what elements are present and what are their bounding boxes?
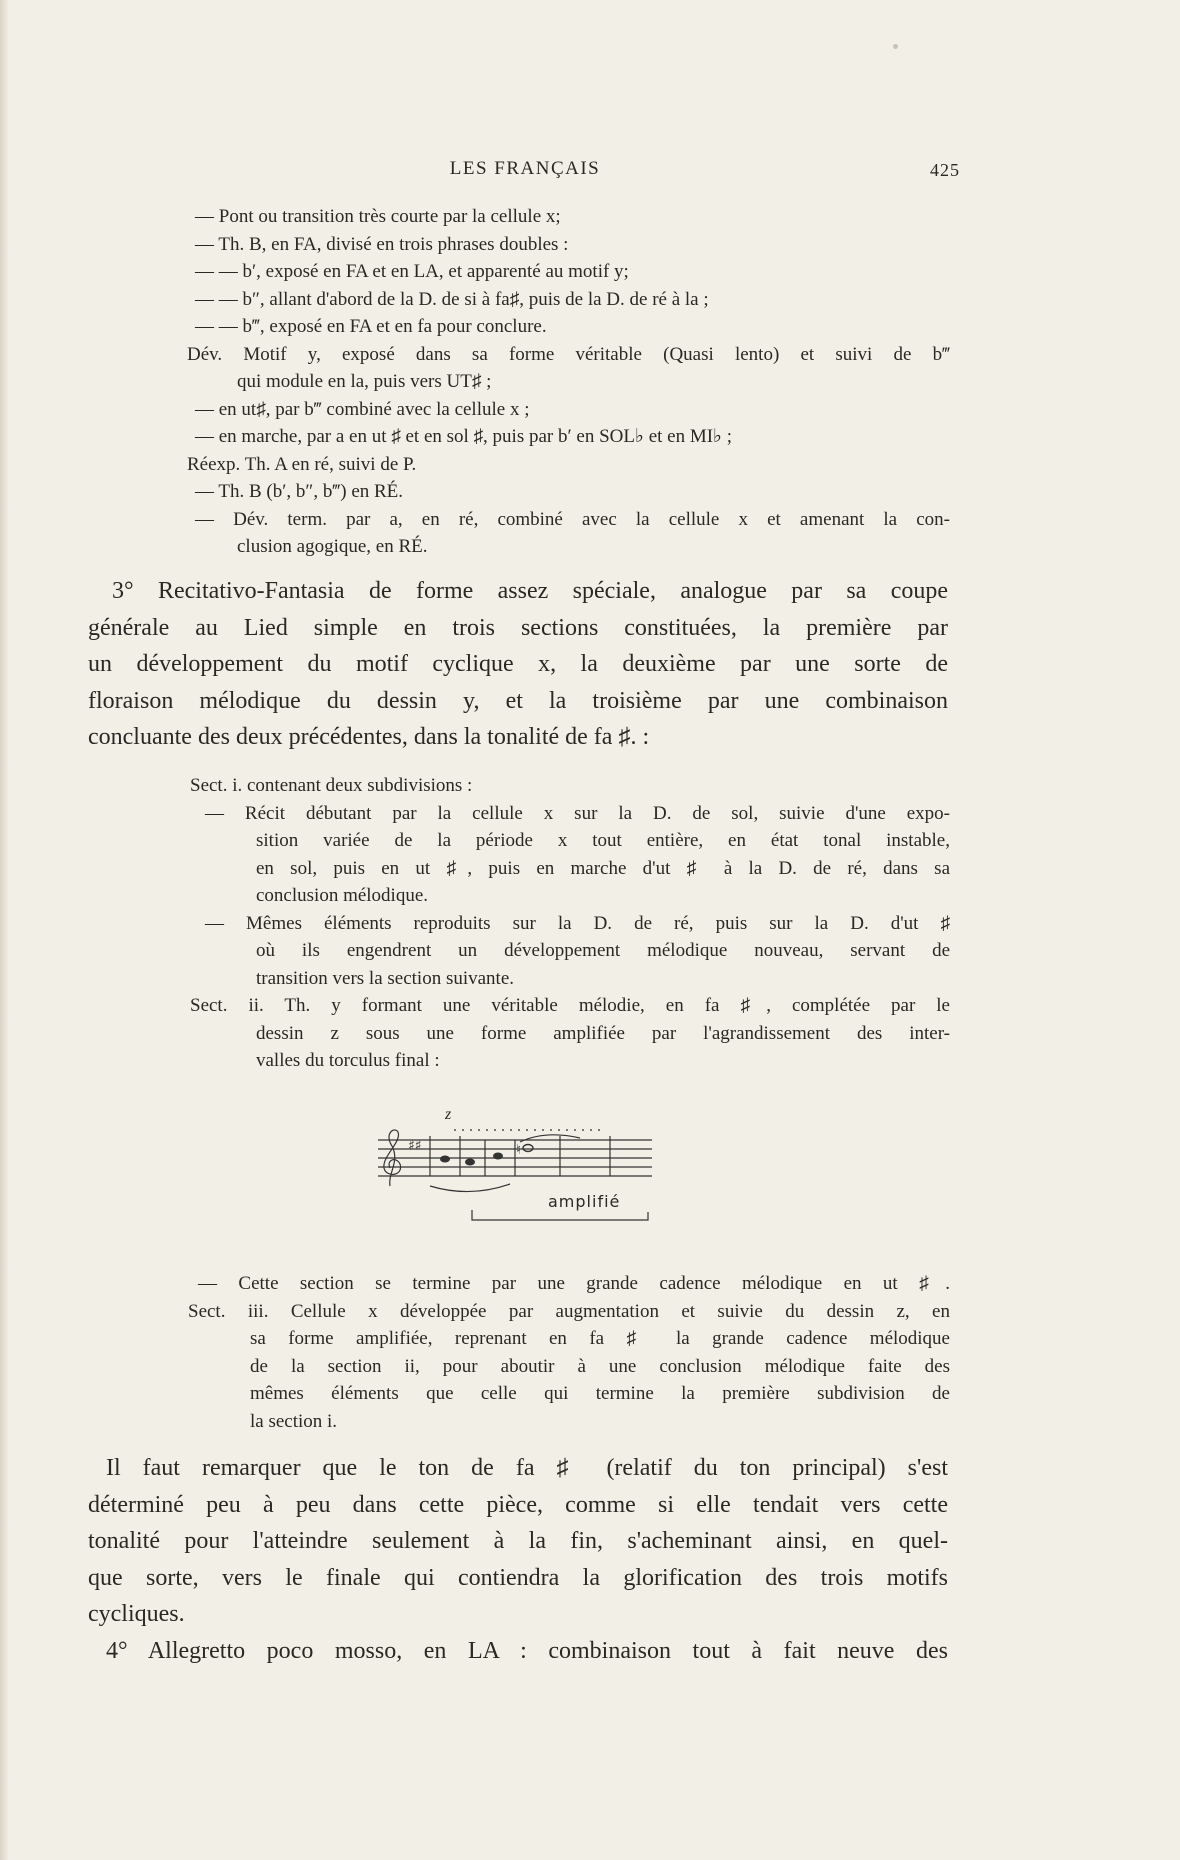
paragraph-line: générale au Lied simple en trois sections constituées, la première par <box>88 614 948 641</box>
outline-block-2 <box>190 772 950 1075</box>
outline-line: — — b″, allant d'abord de la D. de si à fa♯, puis de la D. de ré à la ; <box>195 288 709 310</box>
outline-line: — — b′, exposé en FA et en LA, et apparenté au motif y; <box>195 261 629 282</box>
outline-line: — Th. B, en FA, divisé en trois phrases doubles : <box>195 233 569 255</box>
outline-line: sa forme amplifiée, reprenant en fa ♯ la grande cadence mélodique <box>250 1328 950 1349</box>
outline-line: — Dév. term. par a, en ré, combiné avec la cellule x et amenant la con- <box>195 508 950 530</box>
outline-line: valles du torculus final : <box>256 1050 440 1071</box>
outline-line: — Mêmes éléments reproduits sur la D. de ré, puis sur la D. d'ut ♯ <box>205 912 950 934</box>
paragraph-line: floraison mélodique du dessin y, et la troisième par une combinaison <box>88 687 948 714</box>
outline-line: — Th. B (b′, b″, b‴) en RÉ. <box>195 481 404 502</box>
running-head: LES FRANÇAIS <box>449 158 601 179</box>
page-number: 425 <box>930 160 960 180</box>
outline-line: — Pont ou transition très courte par la cellule x; <box>195 206 561 227</box>
amplified-label: amplifié <box>548 1192 621 1211</box>
outline-line: Dév. Motif y, exposé dans sa forme véritable (Quasi lento) et suivi de b‴ <box>187 343 950 365</box>
paragraph-line: concluante des deux précédentes, dans la tonalité de fa ♯. : <box>88 724 650 750</box>
paragraph-line: que sorte, vers le finale qui contiendra la glorification des trois motifs <box>88 1564 948 1591</box>
paragraph-1 <box>88 573 948 756</box>
page-header <box>90 158 960 188</box>
outline-block-3 <box>188 1270 950 1435</box>
page-edge <box>0 0 8 1860</box>
outline-line: — en ut♯, par b‴ combiné avec la cellule x ; <box>195 398 530 420</box>
outline-line: Sect. iii. Cellule x développée par augmentation et suivie du dessin z, en <box>188 1300 950 1322</box>
outline-line: clusion agogique, en RÉ. <box>237 536 428 557</box>
paragraph-line: un développement du motif cyclique x, la deuxième par une sorte de <box>88 651 948 677</box>
outline-line: — en marche, par a en ut ♯ et en sol ♯, puis par b′ en SOL♭ et en MI♭ ; <box>195 426 733 447</box>
outline-line: dessin z sous une forme amplifiée par l'agrandissement des inter- <box>256 1022 950 1044</box>
outline-line: transition vers la section suivante. <box>256 967 515 989</box>
outline-line: la section i. <box>250 1410 338 1432</box>
paragraph-2 <box>88 1450 948 1669</box>
paragraph-line: 4° Allegretto poco mosso, en LA : combinaison tout à fait neuve des <box>106 1637 948 1664</box>
paragraph-line: Il faut remarquer que le ton de fa ♯ (relatif du ton principal) s'est <box>106 1455 948 1481</box>
outline-line: sition variée de la période x tout entière, en état tonal instable, <box>256 830 950 851</box>
paragraph-line: déterminé peu à peu dans cette pièce, comme si elle tendait vers cette <box>88 1491 948 1518</box>
outline-line: Sect. i. contenant deux subdivisions : <box>190 775 473 796</box>
outline-line: de la section ii, pour aboutir à une conclusion mélodique faite des <box>250 1355 950 1377</box>
paragraph-line: cycliques. <box>88 1601 185 1627</box>
paragraph-line: 3° Recitativo-Fantasia de forme assez spéciale, analogue par sa coupe <box>112 578 948 604</box>
svg-text:♯♯: ♯♯ <box>408 1138 422 1154</box>
svg-text:♮: ♮ <box>516 1142 522 1158</box>
outline-line: conclusion mélodique. <box>256 885 429 906</box>
outline-block-1 <box>187 203 950 561</box>
outline-line: — Récit débutant par la cellule x sur la D. de sol, suivie d'une expo- <box>205 802 950 824</box>
motif-marker: z <box>445 1106 452 1123</box>
outline-line: — — b‴, exposé en FA et en fa pour conclure. <box>195 316 547 337</box>
outline-line: Réexp. Th. A en ré, suivi de P. <box>187 453 417 475</box>
paragraph-line: tonalité pour l'atteindre seulement à la fin, s'acheminant ainsi, en quel- <box>88 1528 948 1554</box>
paper-spot <box>893 44 898 49</box>
music-example <box>370 1106 660 1222</box>
outline-line: où ils engendrent un développement mélodique nouveau, servant de <box>256 940 950 961</box>
outline-line: en sol, puis en ut ♯, puis en marche d'ut ♯ à la D. de ré, dans sa <box>256 857 950 879</box>
outline-line: mêmes éléments que celle qui termine la première subdivision de <box>250 1383 950 1404</box>
outline-line: Sect. ii. Th. y formant une véritable mélodie, en fa ♯, complétée par le <box>190 995 950 1016</box>
outline-line: — Cette section se termine par une grande cadence mélodique en ut ♯. <box>198 1273 950 1294</box>
outline-line: qui module en la, puis vers UT♯ ; <box>237 371 492 392</box>
